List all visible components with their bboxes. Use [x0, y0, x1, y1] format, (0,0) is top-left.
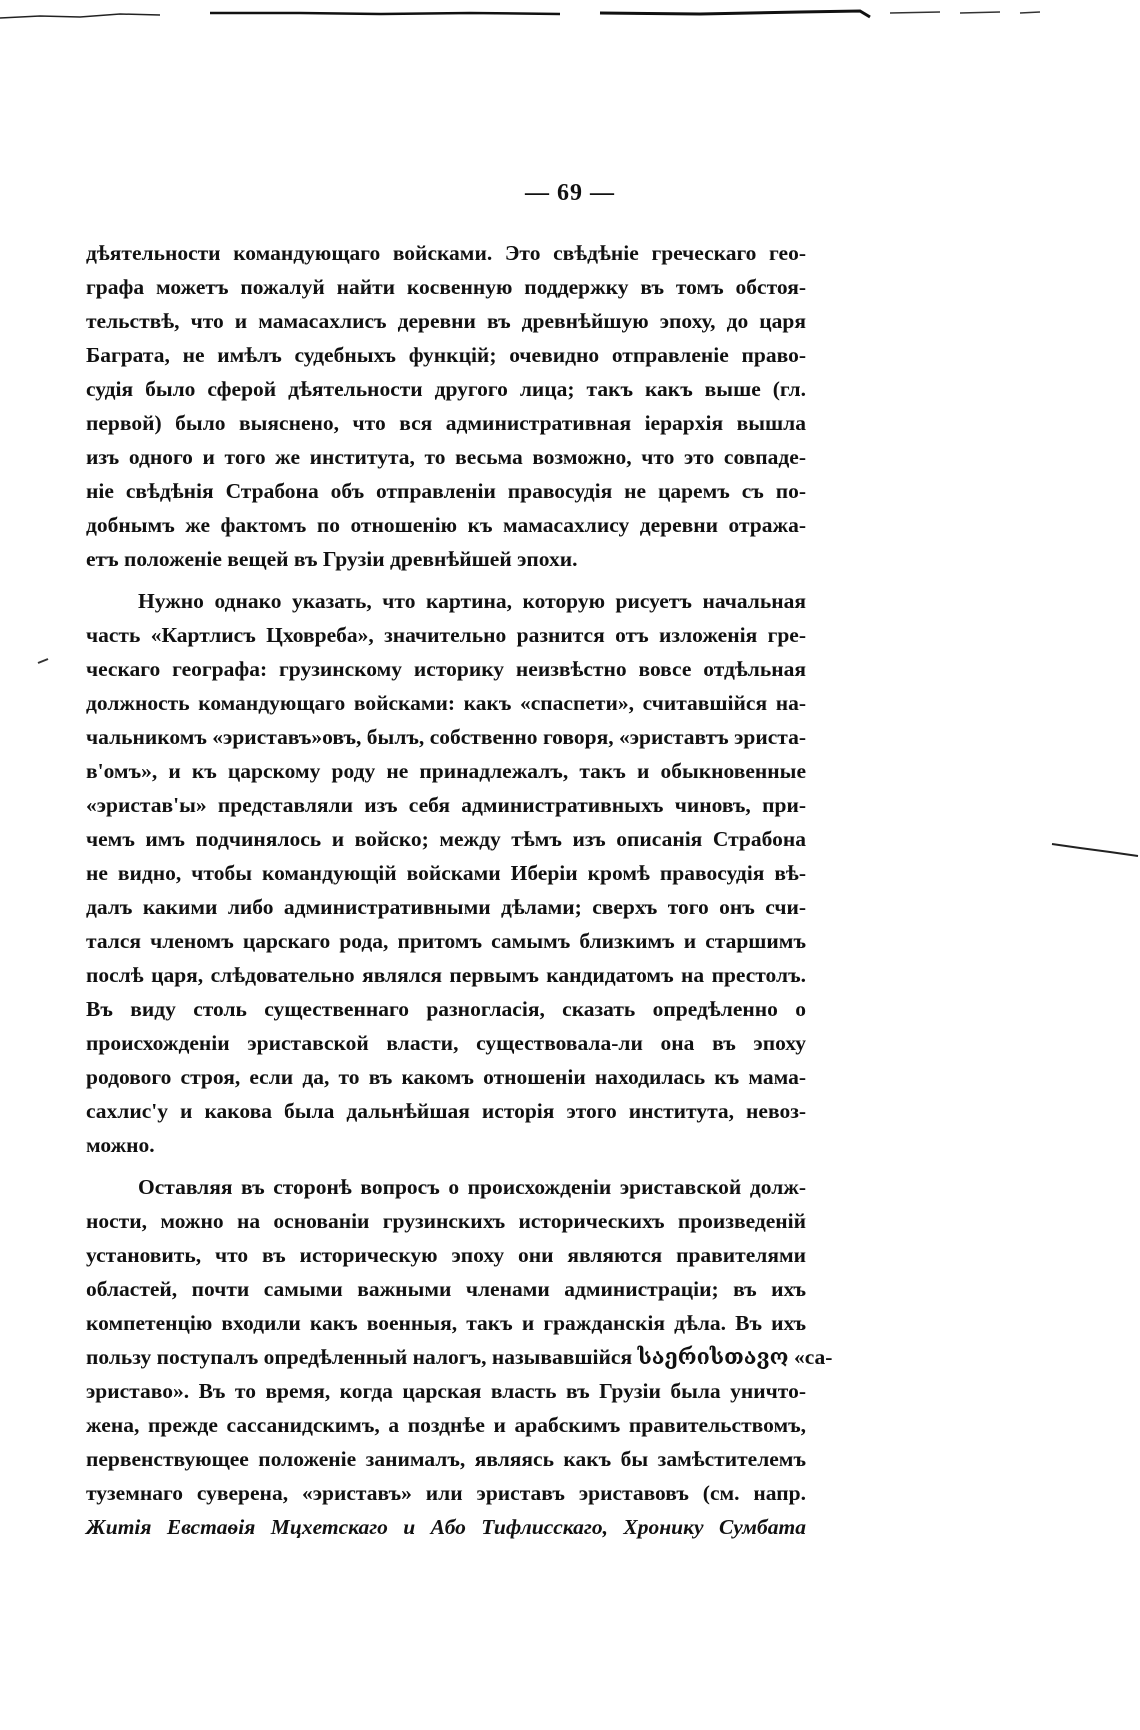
page-number: — 69 — — [525, 180, 615, 206]
text-line: первой) было выяснено, что вся административная іерархія вышла — [86, 411, 806, 435]
text-line: первенствующее положеніе занималъ, являясь какъ бы замѣстителемъ — [86, 1447, 806, 1471]
text-line: графа можетъ пожалуй найти косвенную поддержку въ томъ обстоя- — [86, 275, 806, 299]
margin-mark-left — [36, 655, 50, 669]
text-line: послѣ царя, слѣдовательно являлся первымъ кандидатомъ на престолъ. — [86, 963, 806, 987]
scan-top-edge-artifact — [0, 8, 1140, 22]
text-line: часть «Картлисъ Цховреба», значительно разнится отъ изложенія гре- — [86, 623, 806, 647]
text-line: Оставляя въ сторонѣ вопросъ о происхожденіи эриставской долж- — [138, 1175, 806, 1199]
text-line: областей, почти самыми важными членами администраціи; въ ихъ — [86, 1277, 806, 1301]
paragraph-2 — [86, 584, 806, 1162]
text-line: в'омъ», и къ царскому роду не принадлежалъ, такъ и обыкновенные — [86, 759, 806, 783]
text-line: «эристав'ы» представляли изъ себя административныхъ чиновъ, при- — [86, 793, 806, 817]
text-line: тельствѣ, что и мамасахлисъ деревни въ древнѣйшую эпоху, до царя — [86, 309, 806, 333]
text-line: ности, можно на основаніи грузинскихъ историческихъ произведеній — [86, 1209, 806, 1233]
text-line: добнымъ же фактомъ по отношенію къ мамасахлису деревни отража- — [86, 513, 806, 537]
text-line: можно. — [86, 1133, 155, 1157]
text-line: судія было сферой дѣятельности другого лица; такъ какъ выше (гл. — [86, 377, 806, 401]
text-line: родового строя, если да, то въ какомъ отношеніи находилась къ мама- — [86, 1065, 806, 1089]
text-line: Въ виду столь существеннаго разногласія, сказать опредѣленно о — [86, 997, 806, 1021]
text-line: Житія Евстаѳія Мцхетскаго и Або Тифлисскаго, Хронику Сумбата — [86, 1515, 806, 1539]
text-line: должность командующаго войсками: какъ «спаспети», считавшійся на- — [86, 691, 806, 715]
text-line: сахлис'у и какова была дальнѣйшая исторія этого института, невоз- — [86, 1099, 806, 1123]
body-text — [86, 236, 833, 1544]
text-line: чемъ имъ подчинялось и войско; между тѣмъ изъ описанія Страбона — [86, 827, 806, 851]
text-line: установить, что въ историческую эпоху они являются правителями — [86, 1243, 806, 1267]
text-line: происхожденіи эриставской власти, существовала-ли она въ эпоху — [86, 1031, 806, 1055]
margin-stroke-right — [1050, 838, 1140, 862]
text-line: туземнаго суверена, «эриставъ» или эриставъ эриставовъ (см. напр. — [86, 1481, 806, 1505]
text-line: Баграта, не имѣлъ судебныхъ функцій; очевидно отправленіе право- — [86, 343, 806, 367]
text-line: етъ положеніе вещей въ Грузіи древнѣйшей эпохи. — [86, 547, 578, 571]
text-line: ніе свѣдѣнія Страбона объ отправленіи правосудія не царемъ съ по- — [86, 479, 806, 503]
text-line: Нужно однако указать, что картина, которую рисуетъ начальная — [138, 589, 806, 613]
text-line: изъ одного и того же института, то весьма возможно, что это совпаде- — [86, 445, 806, 469]
text-line: пользу поступалъ опредѣленный налогъ, называвшійся საერისთავო «са- — [86, 1345, 833, 1369]
text-line: компетенцію входили какъ военныя, такъ и гражданскія дѣла. Въ ихъ — [86, 1311, 806, 1335]
paragraph-1 — [86, 236, 806, 576]
text-line: жена, прежде сассанидскимъ, а позднѣе и арабскимъ правительствомъ, — [86, 1413, 806, 1437]
text-line: дѣятельности командующаго войсками. Это свѣдѣніе греческаго гео- — [86, 241, 806, 265]
text-line: тался членомъ царскаго рода, притомъ самымъ близкимъ и старшимъ — [86, 929, 806, 953]
paragraph-3 — [86, 1170, 833, 1544]
text-line: чальникомъ «эриставъ»овъ, былъ, собственно говоря, «эриставтъ эриста- — [86, 725, 806, 749]
text-line: ческаго географа: грузинскому историку неизвѣстно вовсе отдѣльная — [86, 657, 806, 681]
text-line: далъ какими либо административными дѣлами; сверхъ того онъ счи- — [86, 895, 806, 919]
text-line: не видно, чтобы командующій войсками Иберіи кромѣ правосудія вѣ- — [86, 861, 806, 885]
text-line: эриставо». Въ то время, когда царская власть въ Грузіи была уничто- — [86, 1379, 806, 1403]
